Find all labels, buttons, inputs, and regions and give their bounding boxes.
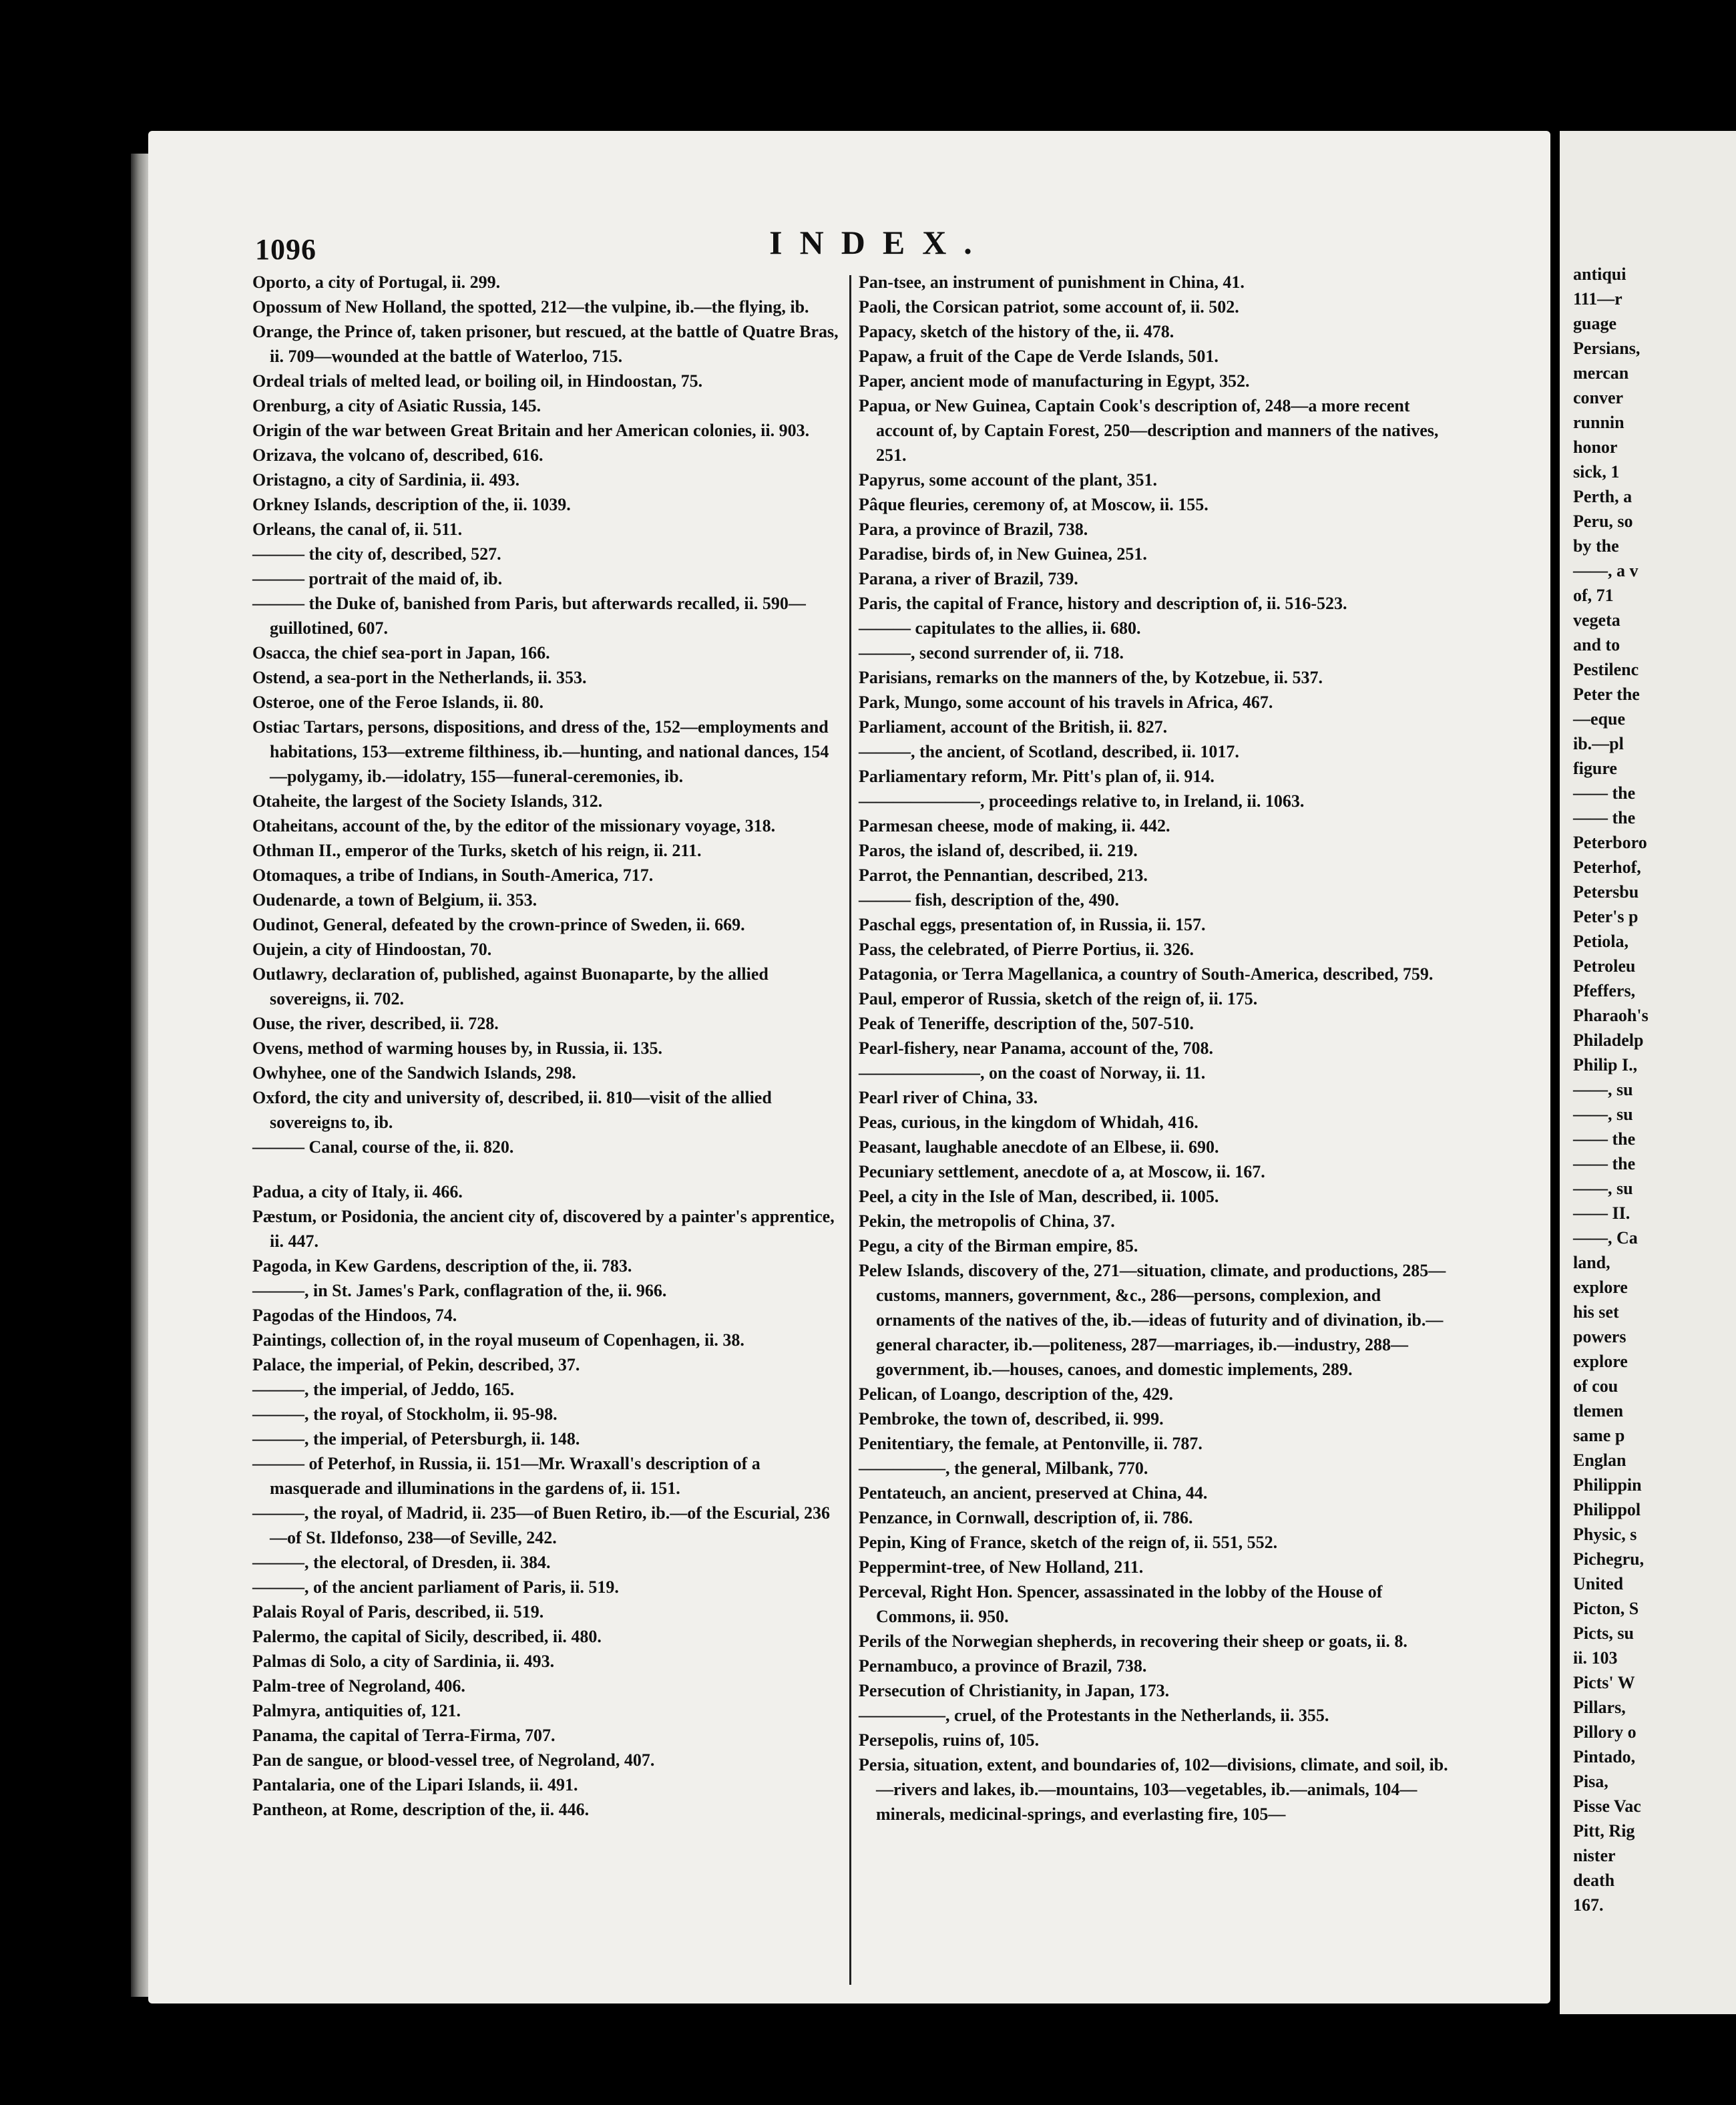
index-entry: Paris, the capital of France, history and description of, ii. 516-523. [859, 594, 1347, 613]
index-entry: ——— the Duke of, banished from Paris, but afterwards recalled, ii. 590—guillotined, 607. [252, 594, 806, 638]
index-entry: Opossum of New Holland, the spotted, 212—the vulpine, ib.—the flying, ib. [252, 297, 809, 317]
index-entry: Ouse, the river, described, ii. 728. [252, 1014, 499, 1033]
index-entry: Pelew Islands, discovery of the, 271—situation, climate, and productions, 285—customs, manners, government, &c., 286—persons, complexion, and ornaments of the natives of the, ib.—ideas of futurity and of divination, ib.—general character, ib.—politeness, 287—marriages, ib.—industry, 288—government, ib.—houses, canoes, and domestic implements, 289. [859, 1261, 1446, 1379]
next-page-fragment: Peterhof, [1573, 857, 1641, 877]
next-page-fragment: Petroleu [1573, 956, 1636, 976]
index-entry: ——— capitulates to the allies, ii. 680. [859, 618, 1141, 638]
next-page-fragment: Perth, a [1573, 487, 1633, 506]
index-entry: Papua, or New Guinea, Captain Cook's description of, 248—a more recent account of, by Captain Forest, 250—description and manners of the natives, 251. [859, 396, 1439, 465]
index-entry: Ordeal trials of melted lead, or boiling oil, in Hindoostan, 75. [252, 371, 703, 391]
index-entry: Origin of the war between Great Britain and her American colonies, ii. 903. [252, 421, 810, 440]
index-entry: ———, the royal, of Madrid, ii. 235—of Buen Retiro, ib.—of the Escurial, 236—of St. Ildefonso, 238—of Seville, 242. [252, 1503, 830, 1547]
next-page-fragment: Pharaoh's [1573, 1006, 1649, 1025]
next-page-fragment: —— the [1573, 808, 1636, 827]
next-page-fragment: ib.—pl [1573, 734, 1624, 753]
index-entry: Paoli, the Corsican patriot, some account of, ii. 502. [859, 297, 1239, 317]
index-entry: Osacca, the chief sea-port in Japan, 166. [252, 643, 550, 662]
index-entry: Paul, emperor of Russia, sketch of the reign of, ii. 175. [859, 989, 1258, 1008]
index-entry: Oujein, a city of Hindoostan, 70. [252, 940, 492, 959]
next-page-fragment: United [1573, 1574, 1624, 1593]
index-entry: Pan-tsee, an instrument of punishment in China, 41. [859, 272, 1245, 292]
next-page-fragment: Peterboro [1573, 833, 1647, 852]
next-page-fragment: ——, Ca [1573, 1228, 1638, 1248]
index-entry: Perils of the Norwegian shepherds, in recovering their sheep or goats, ii. 8. [859, 1632, 1407, 1651]
next-page-fragment: powers [1573, 1327, 1626, 1346]
index-entry: ———, of the ancient parliament of Paris, ii. 519. [252, 1577, 619, 1597]
index-entry: Orenburg, a city of Asiatic Russia, 145. [252, 396, 541, 415]
index-entry: Osteroe, one of the Feroe Islands, ii. 80. [252, 693, 544, 712]
next-page-fragment: and to [1573, 635, 1620, 654]
index-entry: Papaw, a fruit of the Cape de Verde Islands, 501. [859, 347, 1219, 366]
index-entry: Paschal eggs, presentation of, in Russia, ii. 157. [859, 915, 1206, 934]
next-page-fragment: Pisse Vac [1573, 1796, 1641, 1816]
next-page-fragment: guage [1573, 314, 1616, 333]
next-page-fragment: ——, su [1573, 1080, 1633, 1099]
index-entry: Perceval, Right Hon. Spencer, assassinated in the lobby of the House of Commons, ii. 950. [859, 1582, 1383, 1626]
index-entry: ———————, proceedings relative to, in Ireland, ii. 1063. [859, 791, 1305, 811]
index-entry: Oudenarde, a town of Belgium, ii. 353. [252, 890, 537, 910]
index-entry: Penitentiary, the female, at Pentonville, ii. 787. [859, 1434, 1203, 1453]
index-entry: Papyrus, some account of the plant, 351. [859, 470, 1158, 490]
index-entry: Pentateuch, an ancient, preserved at China, 44. [859, 1483, 1208, 1503]
index-entry: Pan de sangue, or blood-vessel tree, of Negroland, 407. [252, 1750, 655, 1770]
index-entry: Pecuniary settlement, anecdote of a, at Moscow, ii. 167. [859, 1162, 1265, 1181]
index-entry: Penzance, in Cornwall, description of, ii. 786. [859, 1508, 1193, 1527]
next-page-fragment: Philip I., [1573, 1055, 1638, 1075]
next-page-fragment: —— II. [1573, 1203, 1631, 1223]
section-gap [252, 1159, 840, 1179]
next-page-fragment: Peru, so [1573, 512, 1633, 531]
next-page-fragment: explore [1573, 1278, 1628, 1297]
index-entry: Pearl river of China, 33. [859, 1088, 1038, 1107]
page-title: INDEX. [769, 224, 990, 261]
index-entry: Ostend, a sea-port in the Netherlands, ii. 353. [252, 668, 587, 687]
index-entry: Pegu, a city of the Birman empire, 85. [859, 1236, 1138, 1256]
next-page-fragment: Pisa, [1573, 1772, 1608, 1791]
index-entry: Peel, a city in the Isle of Man, described, ii. 1005. [859, 1187, 1219, 1206]
next-page-partial [1560, 131, 1736, 2014]
index-entry: Orizava, the volcano of, described, 616. [252, 445, 544, 465]
index-entry: Pernambuco, a province of Brazil, 738. [859, 1656, 1147, 1676]
index-entry: —————, the general, Milbank, 770. [859, 1459, 1148, 1478]
index-entry: Owhyhee, one of the Sandwich Islands, 298. [252, 1063, 576, 1083]
index-entry: ——— fish, description of the, 490. [859, 890, 1119, 910]
index-column-right [859, 270, 1464, 1827]
index-entry: Persepolis, ruins of, 105. [859, 1730, 1040, 1750]
next-page-fragment: Pichegru, [1573, 1549, 1645, 1569]
index-entry: Orange, the Prince of, taken prisoner, but rescued, at the battle of Quatre Bras, ii. 709—wounded at the battle of Waterloo, 715. [252, 322, 839, 366]
next-page-fragment: honor [1573, 437, 1618, 457]
next-page-fragment: ——, a v [1573, 561, 1639, 580]
next-page-fragment: Picts' W [1573, 1673, 1635, 1692]
next-page-fragment: ——, su [1573, 1105, 1633, 1124]
index-entry: Patagonia, or Terra Magellanica, a country of South-America, described, 759. [859, 964, 1434, 984]
index-entry: Pantalaria, one of the Lipari Islands, ii. 491. [252, 1775, 578, 1794]
next-page-fragment: by the [1573, 536, 1619, 556]
next-page-fragment: 167. [1573, 1895, 1604, 1915]
index-entry: Oporto, a city of Portugal, ii. 299. [252, 272, 501, 292]
index-entry: Oristagno, a city of Sardinia, ii. 493. [252, 470, 520, 490]
next-page-fragment: runnin [1573, 413, 1624, 432]
next-page-fragment: Philippol [1573, 1500, 1641, 1519]
index-entry: ———, in St. James's Park, conflagration of the, ii. 966. [252, 1281, 667, 1300]
index-entry: Palermo, the capital of Sicily, described, ii. 480. [252, 1627, 602, 1646]
index-entry: ———, the imperial, of Jeddo, 165. [252, 1380, 515, 1399]
next-page-fragment: of, 71 [1573, 586, 1614, 605]
next-page-fragments [1573, 262, 1733, 1917]
index-entry: Papacy, sketch of the history of the, ii. 478. [859, 322, 1174, 341]
next-page-fragment: Persians, [1573, 339, 1641, 358]
index-entry: ——— Canal, course of the, ii. 820. [252, 1137, 514, 1157]
next-page-fragment: sick, 1 [1573, 462, 1620, 482]
book-page [148, 131, 1550, 2003]
next-page-fragment: Picton, S [1573, 1599, 1639, 1618]
index-entry: Park, Mungo, some account of his travels in Africa, 467. [859, 693, 1273, 712]
index-entry: ——— portrait of the maid of, ib. [252, 569, 503, 588]
next-page-fragment: Petiola, [1573, 932, 1629, 951]
next-page-fragment: Peter's p [1573, 907, 1639, 926]
index-entry: ———, second surrender of, ii. 718. [859, 643, 1124, 662]
index-entry: Para, a province of Brazil, 738. [859, 520, 1088, 539]
next-page-fragment: antiqui [1573, 264, 1626, 284]
index-entry: Paradise, birds of, in New Guinea, 251. [859, 544, 1147, 564]
index-entry: Orleans, the canal of, ii. 511. [252, 520, 463, 539]
next-page-fragment: conver [1573, 388, 1624, 407]
index-entry: Peak of Teneriffe, description of the, 507-510. [859, 1014, 1194, 1033]
next-page-fragment: same p [1573, 1426, 1625, 1445]
index-entry: Pass, the celebrated, of Pierre Portius, ii. 326. [859, 940, 1195, 959]
index-entry: Palmas di Solo, a city of Sardinia, ii. 493. [252, 1652, 555, 1671]
next-page-fragment: Peter the [1573, 685, 1640, 704]
next-page-fragment: —— the [1573, 1129, 1636, 1149]
index-entry: Orkney Islands, description of the, ii. 1039. [252, 495, 571, 514]
page-number: 1096 [255, 233, 316, 266]
next-page-fragment: Pillars, [1573, 1698, 1626, 1717]
index-entry: Oudinot, General, defeated by the crown-prince of Sweden, ii. 669. [252, 915, 745, 934]
index-entry: Othman II., emperor of the Turks, sketch of his reign, ii. 211. [252, 841, 702, 860]
next-page-fragment: his set [1573, 1302, 1619, 1322]
index-entry: ———, the electoral, of Dresden, ii. 384. [252, 1553, 551, 1572]
next-page-fragment: land, [1573, 1253, 1610, 1272]
index-entry: Parliament, account of the British, ii. 827. [859, 717, 1168, 737]
index-entry: Pekin, the metropolis of China, 37. [859, 1211, 1115, 1231]
index-entry: Peasant, laughable anecdote of an Elbese, ii. 690. [859, 1137, 1219, 1157]
next-page-fragment: Pitt, Rig [1573, 1821, 1635, 1841]
index-entry: ———, the imperial, of Petersburgh, ii. 148. [252, 1429, 580, 1449]
index-entry: Pelican, of Loango, description of the, 429. [859, 1384, 1173, 1404]
index-entry: Palais Royal of Paris, described, ii. 519. [252, 1602, 544, 1621]
index-entry: Palmyra, antiquities of, 121. [252, 1701, 461, 1720]
index-entry: Persia, situation, extent, and boundaries of, 102—divisions, climate, and soil, ib.—rivers and lakes, ib.—mountains, 103—vegetables, ib.—animals, 104—minerals, medicinal-springs, and everlasting fire, 105— [859, 1755, 1448, 1824]
index-entry: Parliamentary reform, Mr. Pitt's plan of, ii. 914. [859, 767, 1215, 786]
index-entry: Otomaques, a tribe of Indians, in South-America, 717. [252, 866, 654, 885]
index-entry: Otaheitans, account of the, by the editor of the missionary voyage, 318. [252, 816, 776, 835]
next-page-fragment: tlemen [1573, 1401, 1624, 1420]
column-divider [849, 275, 851, 1985]
index-entry: Parmesan cheese, mode of making, ii. 442. [859, 816, 1170, 835]
next-page-fragment: Philippin [1573, 1475, 1642, 1495]
next-page-fragment: Pintado, [1573, 1747, 1636, 1766]
index-entry: Pantheon, at Rome, description of the, ii. 446. [252, 1800, 590, 1819]
index-entry: ———————, on the coast of Norway, ii. 11. [859, 1063, 1206, 1083]
index-entry: Oxford, the city and university of, described, ii. 810—visit of the allied sovereigns to, ib. [252, 1088, 772, 1132]
next-page-fragment: —— the [1573, 783, 1636, 803]
index-entry: Paper, ancient mode of manufacturing in Egypt, 352. [859, 371, 1250, 391]
index-entry: Palm-tree of Negroland, 406. [252, 1676, 465, 1696]
next-page-fragment: mercan [1573, 363, 1629, 383]
next-page-fragment: Englan [1573, 1451, 1626, 1470]
next-page-fragment: Physic, s [1573, 1525, 1637, 1544]
next-page-fragment: —eque [1573, 709, 1625, 729]
index-entry: ———, the royal, of Stockholm, ii. 95-98. [252, 1404, 558, 1424]
next-page-fragment: nister [1573, 1846, 1616, 1865]
next-page-fragment: ——, su [1573, 1179, 1633, 1198]
next-page-fragment: death [1573, 1871, 1615, 1890]
index-entry: Otaheite, the largest of the Society Islands, 312. [252, 791, 603, 811]
index-entry: Parisians, remarks on the manners of the, by Kotzebue, ii. 537. [859, 668, 1323, 687]
next-page-fragment: figure [1573, 759, 1617, 778]
index-entry: ——— of Peterhof, in Russia, ii. 151—Mr. Wraxall's description of a masquerade and illuminations in the gardens of, ii. 151. [252, 1454, 761, 1498]
index-entry: Parrot, the Pennantian, described, 213. [859, 866, 1148, 885]
next-page-fragment: Petersbu [1573, 882, 1639, 902]
index-entry: —————, cruel, of the Protestants in the Netherlands, ii. 355. [859, 1706, 1329, 1725]
index-entry: Padua, a city of Italy, ii. 466. [252, 1182, 463, 1201]
index-entry: Pæstum, or Posidonia, the ancient city of, discovered by a painter's apprentice, ii. 447. [252, 1207, 835, 1251]
index-entry: Pearl-fishery, near Panama, account of the, 708. [859, 1038, 1213, 1058]
next-page-fragment: ii. 103 [1573, 1648, 1618, 1668]
index-entry: Pepin, King of France, sketch of the reign of, ii. 551, 552. [859, 1533, 1278, 1552]
index-entry: ———, the ancient, of Scotland, described, ii. 1017. [859, 742, 1239, 761]
index-entry: Pagodas of the Hindoos, 74. [252, 1306, 457, 1325]
next-page-fragment: 111—r [1573, 289, 1622, 309]
index-entry: Paros, the island of, described, ii. 219. [859, 841, 1138, 860]
next-page-fragment: of cou [1573, 1376, 1618, 1396]
index-entry: Ovens, method of warming houses by, in Russia, ii. 135. [252, 1038, 662, 1058]
next-page-fragment: Pillory o [1573, 1722, 1637, 1742]
next-page-fragment: —— the [1573, 1154, 1636, 1173]
index-entry: Outlawry, declaration of, published, against Buonaparte, by the allied sovereigns, ii. 702. [252, 964, 769, 1008]
index-entry: Ostiac Tartars, persons, dispositions, and dress of the, 152—employments and habitations, 153—extreme filthiness, ib.—hunting, and national dances, 154—polygamy, ib.—idolatry, 155—funeral-ceremonies, ib. [252, 717, 829, 786]
index-entry: Peppermint-tree, of New Holland, 211. [859, 1557, 1144, 1577]
index-entry: Parana, a river of Brazil, 739. [859, 569, 1078, 588]
next-page-fragment: Pestilenc [1573, 660, 1639, 679]
index-entry: Palace, the imperial, of Pekin, described, 37. [252, 1355, 580, 1374]
index-entry: Pagoda, in Kew Gardens, description of the, ii. 783. [252, 1256, 632, 1276]
next-page-fragment: Pfeffers, [1573, 981, 1636, 1000]
next-page-fragment: Picts, su [1573, 1623, 1634, 1643]
index-entry: Peas, curious, in the kingdom of Whidah, 416. [859, 1113, 1199, 1132]
next-page-fragment: vegeta [1573, 610, 1620, 630]
next-page-fragment: explore [1573, 1352, 1628, 1371]
index-entry: Pembroke, the town of, described, ii. 999. [859, 1409, 1164, 1428]
index-entry: Pâque fleuries, ceremony of, at Moscow, ii. 155. [859, 495, 1209, 514]
index-entry: Persecution of Christianity, in Japan, 173. [859, 1681, 1170, 1700]
index-column-left [252, 270, 840, 1822]
next-page-fragment: Philadelp [1573, 1030, 1644, 1050]
index-entry: Paintings, collection of, in the royal museum of Copenhagen, ii. 38. [252, 1330, 744, 1350]
index-entry: Panama, the capital of Terra-Firma, 707. [252, 1726, 556, 1745]
index-entry: ——— the city of, described, 527. [252, 544, 501, 564]
